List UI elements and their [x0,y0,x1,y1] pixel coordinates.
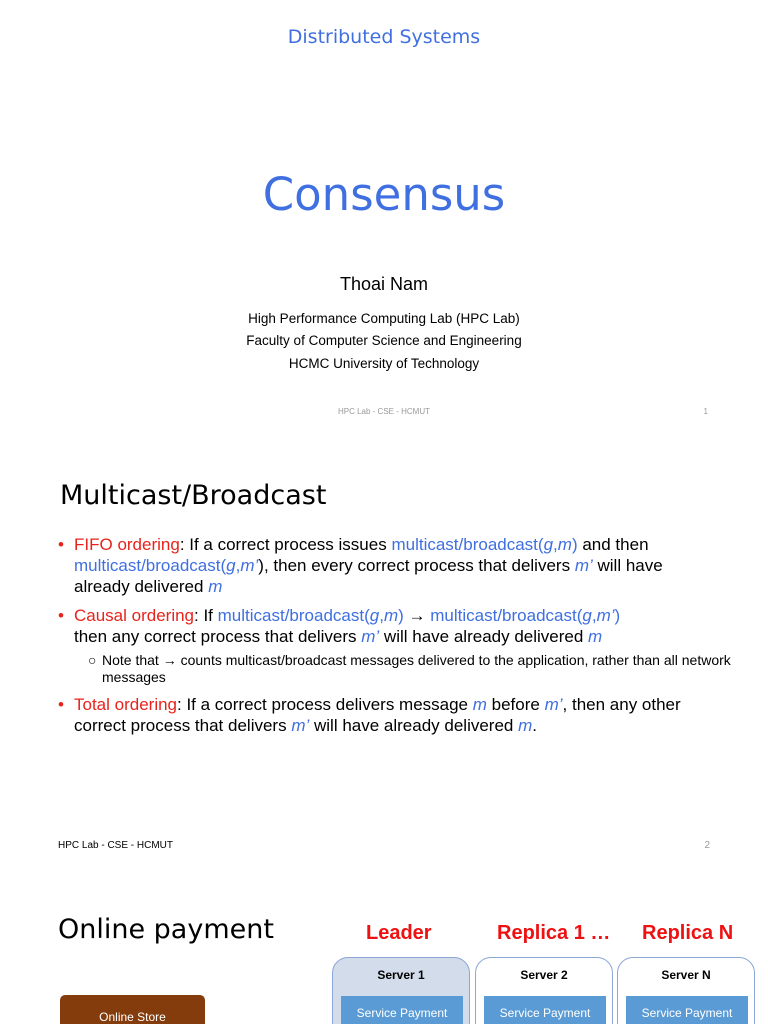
slide-footer: HPC Lab - CSE - HCMUT [337,407,430,416]
service-payment: Service Payment [626,996,748,1024]
title-slide [0,0,768,432]
role-replica-1: Replica 1 … [497,922,611,944]
server-name: Server N [661,968,711,982]
affiliation-university: HCMC University of Technology [288,356,480,371]
page-number: 2 [704,840,710,851]
total-text: before [486,695,545,714]
bullet-icon: • [58,535,64,554]
fifo-call-2: multicast/broadcast(g,m’ [74,556,259,575]
total-var: m’ [291,716,310,735]
total-var: m’ [544,695,563,714]
causal-text: will have already delivered [379,627,589,646]
fifo-var: m’ [574,556,593,575]
causal-text: then any correct process that delivers [74,627,362,646]
causal-label: Causal ordering [74,606,195,625]
server-box-1 [332,957,470,1024]
service-payment: Service Payment [484,996,606,1024]
slide-footer: HPC Lab - CSE - HCMUT [58,840,174,851]
causal-var: m [588,627,603,646]
fifo-call-1: multicast/broadcast(g,m) [391,535,578,554]
causal-var: m’ [361,627,380,646]
sub-bullet-note [88,652,732,686]
page-number: 1 [703,407,708,416]
fifo-text: and then [577,535,649,554]
total-var: m [518,716,533,735]
multicast-slide [0,432,768,864]
bullet-total [58,694,718,736]
total-text: , then any other correct process that delivers [74,695,681,735]
fifo-text: ), then every correct process that delivers [258,556,575,575]
role-replica-n: Replica N [642,922,734,944]
total-label: Total ordering [74,695,178,714]
author-name: Thoai Nam [339,274,429,294]
arrow-icon: → [403,606,431,625]
total-text: . [532,716,538,735]
fifo-text: will have already delivered [74,556,663,596]
bullet-icon: • [58,695,64,714]
note-text: Note that → counts multicast/broadcast messages delivered to the application, rather than all network messages [102,652,731,685]
server-box-n [617,957,755,1024]
bullet-fifo [58,534,718,597]
fifo-label: FIFO ordering [74,535,180,554]
fifo-var: m [208,577,223,596]
causal-call-2: multicast/broadcast(g,m’) [430,606,621,625]
causal-text: : If [194,606,218,625]
causal-call-1: multicast/broadcast(g,m) [217,606,404,625]
affiliation-faculty: Faculty of Computer Science and Engineering [246,333,522,348]
role-leader: Leader [366,922,432,944]
slide-heading: Online payment [58,914,274,945]
affiliation-lab: High Performance Computing Lab (HPC Lab) [248,311,520,326]
slide-title: Consensus [262,168,506,221]
service-payment: Service Payment [341,996,463,1024]
server-box-2 [475,957,613,1024]
circle-bullet-icon: ○ [88,652,97,668]
total-var: m [472,695,487,714]
course-title: Distributed Systems [287,26,481,48]
online-payment-slide [0,864,768,1024]
total-text: : If a correct process delivers message [177,695,473,714]
total-text: will have already delivered [309,716,519,735]
bullet-icon: • [58,606,64,625]
slide-heading: Multicast/Broadcast [60,480,327,511]
fifo-text: : If a correct process issues [179,535,392,554]
server-name: Server 1 [377,968,425,982]
bullet-causal [58,605,718,647]
online-store-box: Online Store [60,995,205,1024]
server-name: Server 2 [520,968,568,982]
